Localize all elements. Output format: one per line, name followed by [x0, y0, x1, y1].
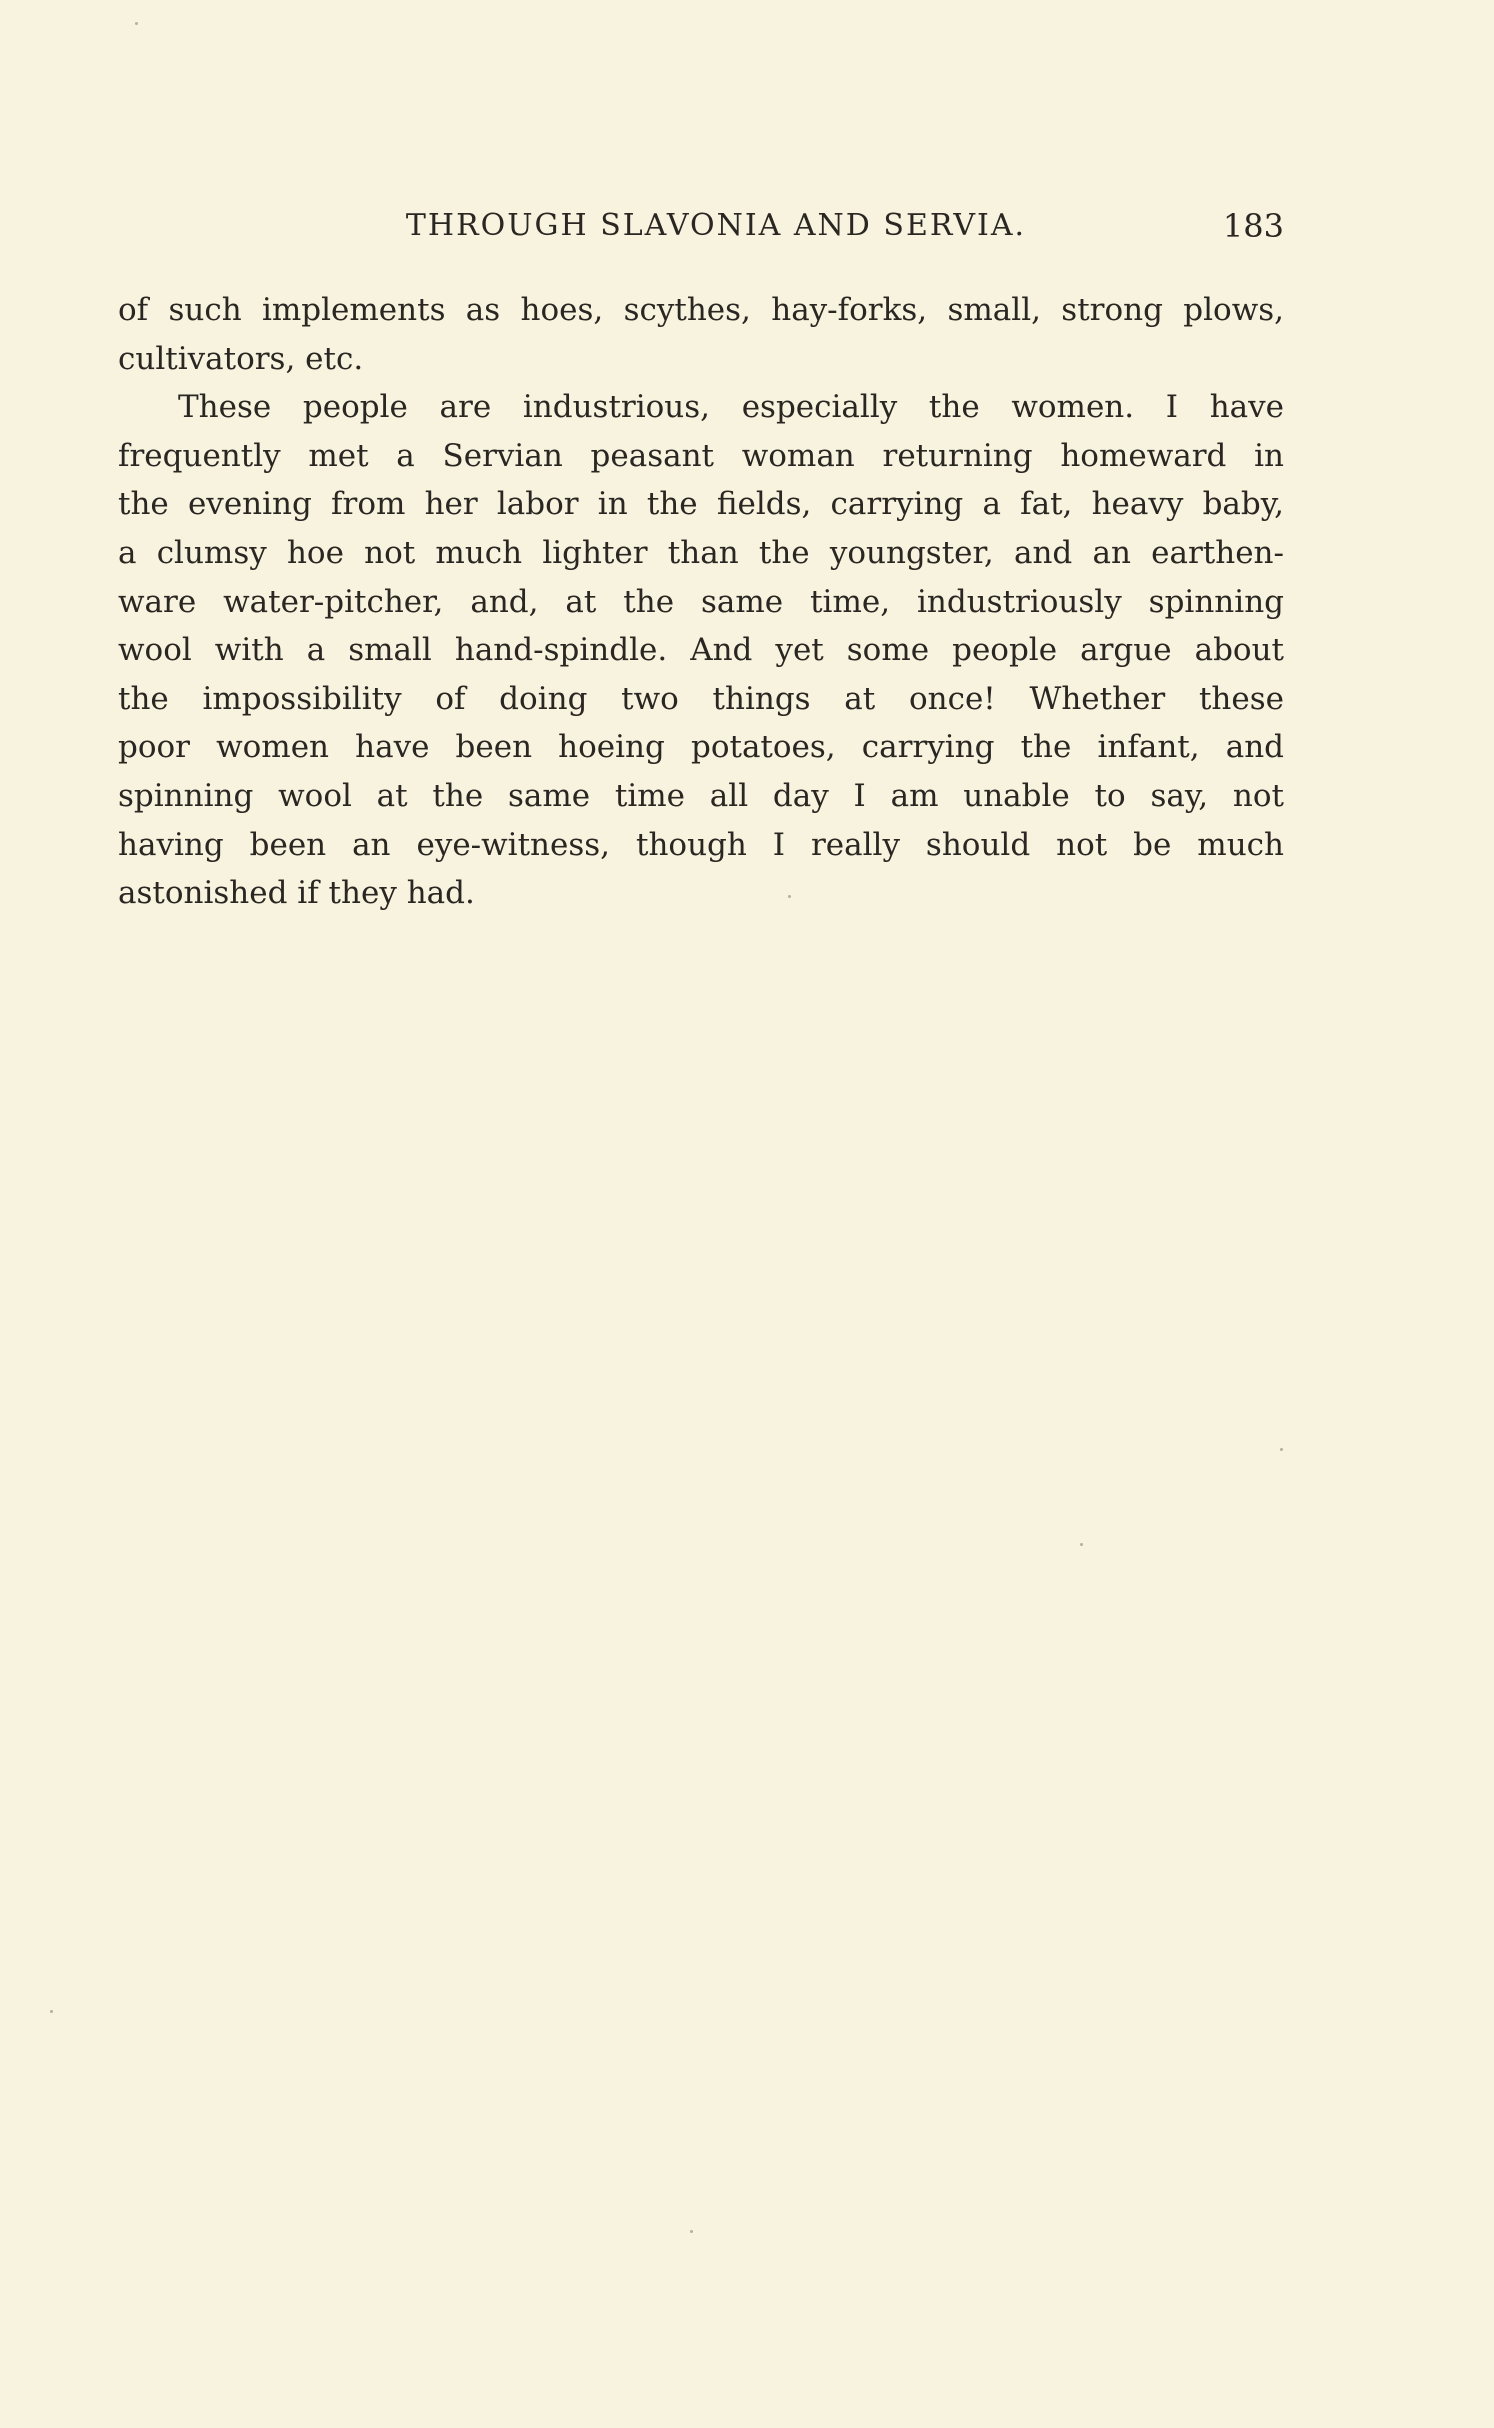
running-head — [118, 206, 1284, 246]
text-line: wool with a small hand-spindle. And yet some people argue about — [118, 632, 1284, 669]
text-line: ware water-pitcher, and, at the same time, industriously spinning — [118, 583, 1284, 620]
text-line: These people are industrious, especially the women. I have — [178, 389, 1284, 426]
paper-speck — [1280, 1448, 1283, 1451]
text-line: poor women have been hoeing potatoes, carrying the infant, and — [118, 729, 1284, 766]
text-line: having been an eye-witness, though I really should not be much — [118, 826, 1284, 863]
text-line: a clumsy hoe not much lighter than the youngster, and an earthen- — [118, 534, 1284, 571]
body-text — [118, 286, 1284, 918]
text-line: spinning wool at the same time all day I am unable to say, not — [118, 777, 1284, 814]
paper-speck — [135, 22, 138, 25]
text-line: of such implements as hoes, scythes, hay-forks, small, strong plows, — [118, 292, 1284, 328]
text-line: frequently met a Servian peasant woman returning homeward in — [118, 437, 1284, 474]
text-line: cultivators, etc. — [118, 340, 364, 377]
page-number: 183 — [1222, 207, 1284, 245]
paper-speck — [788, 895, 791, 898]
paper-speck — [1080, 1543, 1083, 1546]
paper-speck — [690, 2230, 693, 2233]
text-line: astonished if they had. — [118, 875, 475, 912]
text-line: the evening from her labor in the fields, carrying a fat, heavy baby, — [118, 486, 1284, 523]
text-line: the impossibility of doing two things at once! Whether these — [118, 680, 1284, 717]
paper-speck — [50, 2010, 53, 2013]
running-title: THROUGH SLAVONIA AND SERVIA. — [405, 208, 1027, 243]
